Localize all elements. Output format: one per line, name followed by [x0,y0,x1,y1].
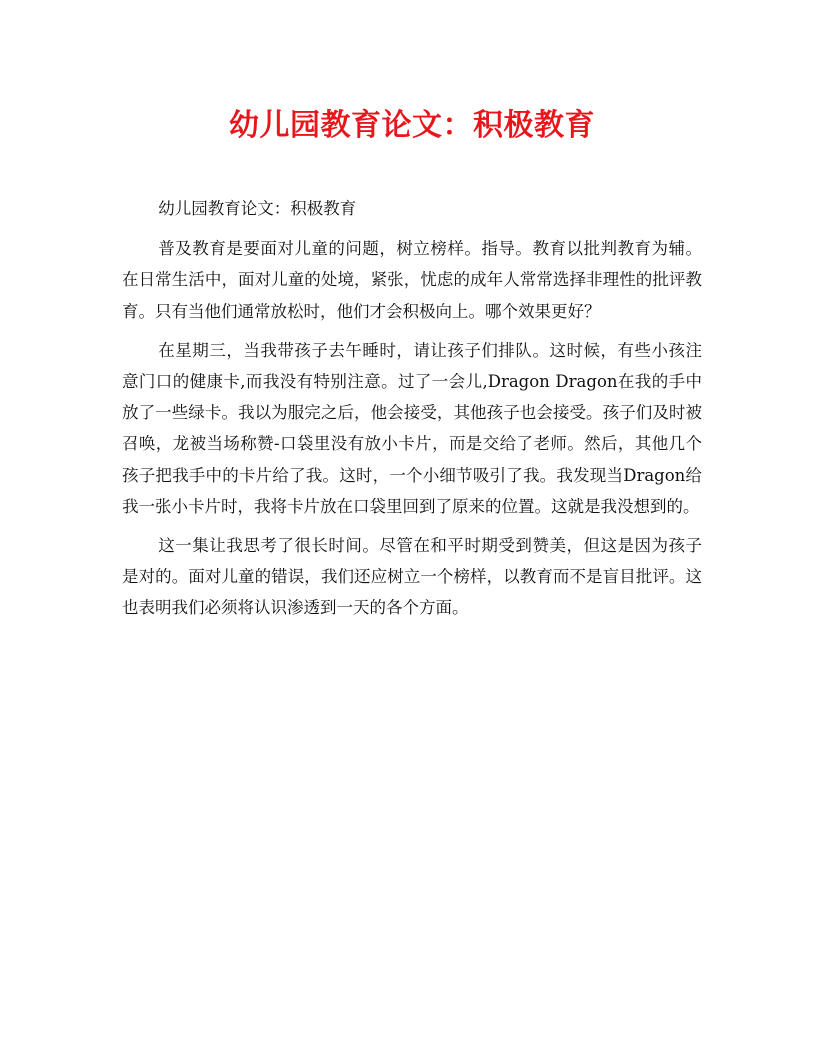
paragraph-3: 这一集让我思考了很长时间。尽管在和平时期受到赞美，但这是因为孩子是对的。面对儿童的错误，我们还应树立一个榜样，以教育而不是盲目批评。这也表明我们必须将认识渗透到一天的各个方面。 [122,536,702,618]
document-subtitle: 幼儿园教育论文：积极教育 [158,199,357,218]
paragraph-2: 在星期三，当我带孩子去午睡时，请让孩子们排队。这时候，有些小孩注意门口的健康卡,而我没有特别注意。过了一会儿,Dragon Dragon在我的手中放了一些绿卡。我以为服完之后，他会接受，其他孩子也会接受。孩子们及时被召唤，龙被当场称赞-口袋里没有放小卡片，而是交给了老师。然后，其他几个孩子把我手中的卡片给了我。这时，一个小细节吸引了我。我发现当Dragon给我一张小卡片时，我将卡片放在口袋里回到了原来的位置。这就是我没想到的。 [122,340,702,516]
paragraph-1: 普及教育是要面对儿童的问题，树立榜样。指导。教育以批判教育为辅。在日常生活中，面对儿童的处境，紧张，忧虑的成年人常常选择非理性的批评教育。只有当他们通常放松时，他们才会积极向上。哪个效果更好？ [122,239,702,321]
document-title: 幼儿园教育论文：积极教育 [229,108,595,143]
